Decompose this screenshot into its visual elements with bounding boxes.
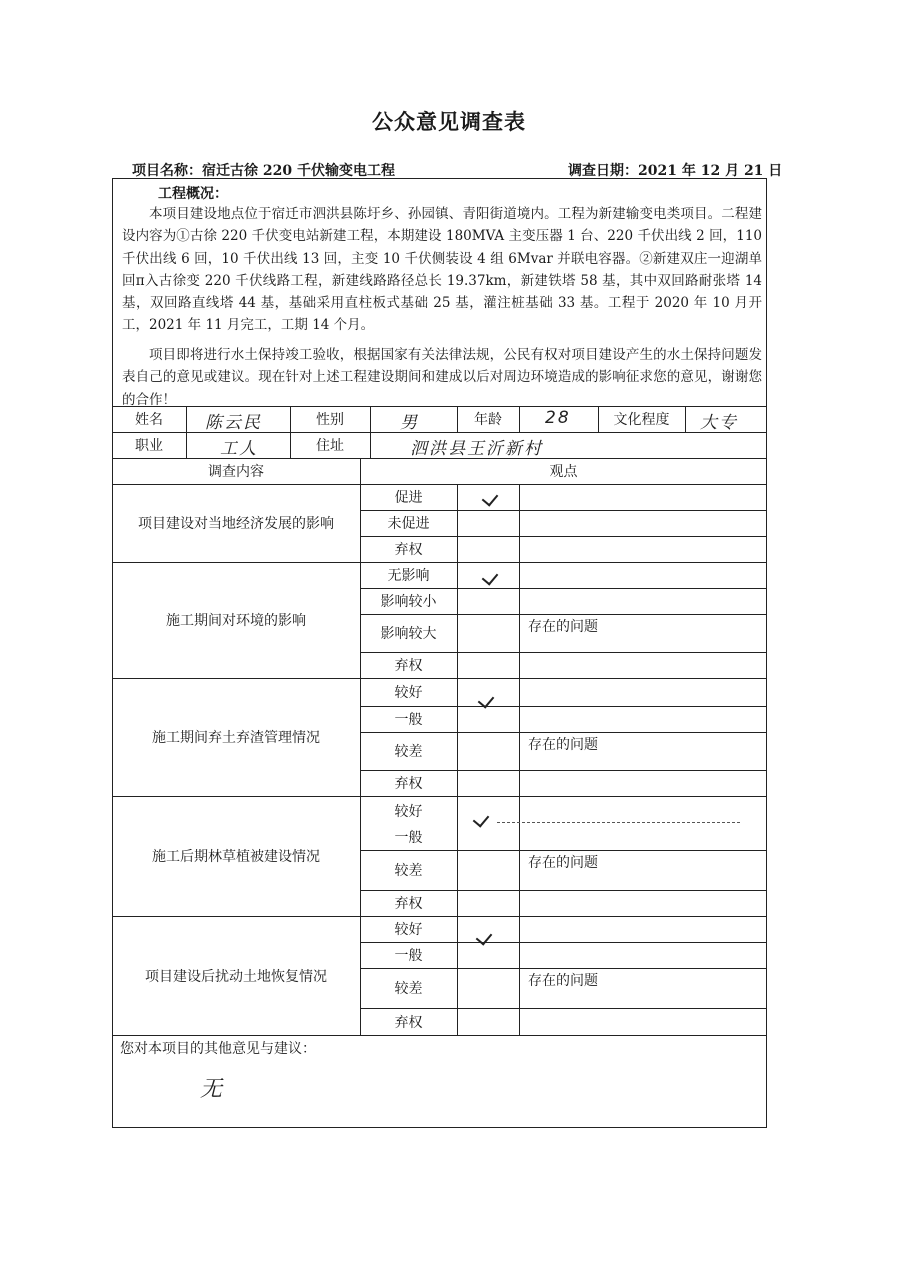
q1-title: 项目建设对当地经济发展的影响 [138, 516, 334, 532]
q4-option-2: 一般 [394, 830, 423, 846]
q5-issue-label: 存在的问题 [528, 973, 598, 989]
education-label: 文化程度 [613, 412, 670, 428]
q3-option-4: 弃权 [394, 776, 423, 792]
project-name: 项目名称：宿迁古徐 220 千伏输变电工程 [132, 163, 395, 179]
q5-option-2: 一般 [394, 948, 423, 964]
survey-date: 调查日期：2021 年 12 月 21 日 [568, 163, 783, 179]
q5-option-1: 较好 [394, 922, 423, 938]
q1-option-3: 弃权 [394, 542, 423, 558]
q2-option-3: 影响较大 [380, 626, 437, 642]
header-survey-content: 调查内容 [208, 464, 264, 480]
age-label: 年龄 [474, 412, 502, 428]
education-value: 大专 [700, 413, 738, 433]
q1-option-2: 未促进 [387, 516, 430, 532]
q4-option-1: 较好 [394, 804, 423, 820]
q2-option-4: 弃权 [394, 658, 423, 674]
name-value: 陈云民 [205, 413, 262, 433]
q2-title: 施工期间对环境的影响 [166, 613, 306, 629]
occupation-value: 工人 [220, 439, 258, 459]
q2-option-2: 影响较小 [380, 594, 437, 610]
q3-issue-label: 存在的问题 [528, 737, 598, 753]
q3-option-1: 较好 [394, 685, 423, 701]
q4-option-4: 弃权 [394, 896, 423, 912]
q3-option-2: 一般 [394, 712, 423, 728]
survey-intro-paragraph: 项目即将进行水土保持竣工验收，根据国家有关法律法规，公民有权对项目建设产生的水土保持问题发表自己的意见或建议。现在针对上述工程建设期间和建成以后对周边环境造成的影响征求您的意见，谢谢您的合作！ [122, 347, 762, 408]
occupation-label: 职业 [135, 438, 163, 454]
page-title: 公众意见调查表 [372, 109, 526, 134]
q2-option-1: 无影响 [387, 568, 430, 584]
name-label: 姓名 [135, 412, 163, 428]
q5-option-3: 较差 [394, 981, 423, 997]
address-label: 住址 [316, 438, 344, 454]
q3-option-3: 较差 [394, 744, 423, 760]
q3-title: 施工期间弃土弃渣管理情况 [152, 730, 320, 746]
overview-heading: 工程概况： [158, 186, 228, 202]
header-opinion: 观点 [549, 464, 578, 480]
q4-title: 施工后期林草植被建设情况 [152, 849, 320, 865]
overview-paragraph: 本项目建设地点位于宿迁市泗洪县陈圩乡、孙园镇、青阳街道境内。工程为新建输变电类项目。二程建设内容为①古徐 220 千伏变电站新建工程，本期建设 180MVA 主变压器 1 台、220 千伏出线 2 回，110 千伏出线 6 回，10 千伏出线 13 回，主变 10 千伏侧装设 4 组 6Mvar 并联电容器。②新建双庄一迎湖单回π入古徐变 220 千伏线路工程，新建线路路径总长 19.37km，新建铁塔 58 基，其中双回路耐张塔 14 基，双回路直线塔 44 基，基础采用直柱板式基础 25 基，灌注桩基础 33 基。工程于 2020 年 10 月开工，2021 年 11 月完工，工期 14 个月。 [122, 206, 762, 334]
q5-option-4: 弃权 [394, 1014, 423, 1031]
gender-value: 男 [400, 413, 419, 433]
address-value: 泗洪县王沂新村 [410, 439, 543, 459]
gender-label: 性别 [316, 412, 344, 428]
q4-option-3: 较差 [394, 863, 423, 879]
other-comments-value: 无 [200, 1077, 225, 1102]
age-value: 28 [545, 408, 571, 428]
other-comments-label: 您对本项目的其他意见与建议： [120, 1041, 316, 1057]
q4-issue-label: 存在的问题 [528, 855, 598, 871]
q5-title: 项目建设后扰动土地恢复情况 [145, 968, 327, 985]
q2-issue-label: 存在的问题 [528, 619, 598, 635]
q1-option-1: 促进 [394, 490, 423, 506]
